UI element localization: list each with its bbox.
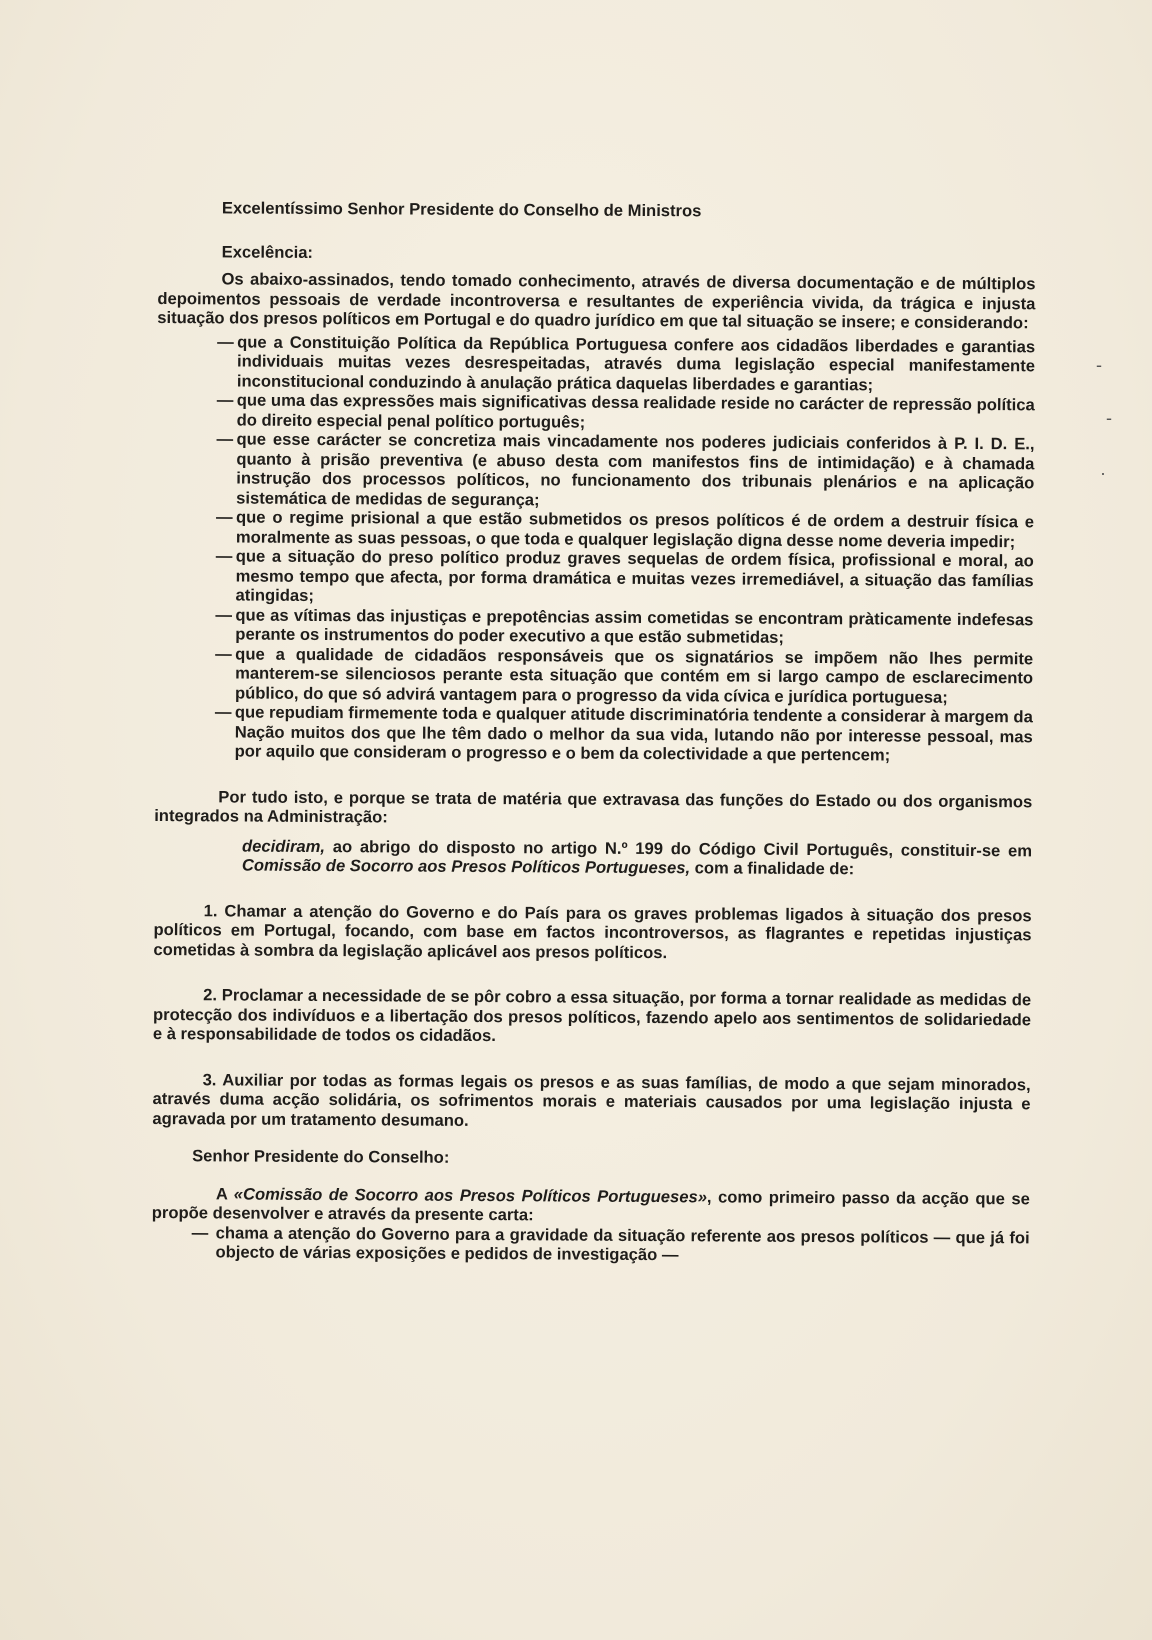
consideration-text: que repudiam firmemente toda e qualquer atitude discriminatória tendente a considerar à margem da Nação muitos dos que lhe têm dado o melhor da sua vida, lutando não por interesse pessoal, mas por aquilo que consideram o progresso e o bem da colectividade a que pertencem;	[234, 702, 1033, 765]
list-item	[155, 643, 1033, 707]
list-item	[156, 546, 1034, 610]
closing-paragraph	[152, 1183, 1030, 1227]
consideration-text: que a situação do preso político produz graves sequelas de ordem física, profissional e moral, ao mesmo tempo que afecta, por forma dramática e muitas vezes irremediável, a situação das famílias atingidas;	[235, 546, 1034, 605]
dash-bullet: —	[215, 604, 233, 624]
list-item	[155, 604, 1033, 648]
list-item	[152, 1222, 1030, 1266]
dash-bullet: —	[191, 1222, 209, 1242]
dash-bullet: —	[215, 507, 233, 527]
final-list	[152, 1222, 1030, 1266]
considerations-list	[155, 331, 1036, 765]
margin-mark: -	[1106, 408, 1112, 428]
aim-text: Proclamar a necessidade de se pôr cobro a essa situação, por forma a tornar realidade as medidas de protecção dos indivíduos e a libertação dos presos políticos, fazendo apelo aos sentimentos de solidariedade e à responsabilidade de todos os cidadãos.	[152, 985, 1032, 1046]
aim-item	[153, 900, 1031, 964]
consideration-text: que a Constituição Política da República Portuguesa confere aos cidadãos liberdades e garantias individuais muitas vezes desrespeitadas, através duma legislação especial manifestamente inconstitucional conduzindo à anulação prática daquelas liberdades e garantias;	[236, 331, 1036, 394]
intro-paragraph: Os abaixo-assinados, tendo tomado conhecimento, através de diversa documentação e de múltiplos depoimentos pessoais de verdade incontroversa e resultantes de experiência vivida, da trágica e injusta situação dos presos políticos em Portugal e do quadro jurídico em que tal situação se insere; e considerando:	[157, 269, 1036, 333]
commission-name-quoted: «Comissão de Socorro aos Presos Políticos Portugueses»	[233, 1183, 708, 1206]
dash-bullet: —	[215, 643, 232, 663]
consideration-text: que uma das expressões mais significativas dessa realidade reside no carácter de repressão política do direito especial penal político português;	[236, 390, 1035, 432]
aim-item	[153, 985, 1031, 1049]
list-item	[155, 702, 1033, 766]
closing-prefix: A	[215, 1183, 234, 1203]
consideration-text: que o regime prisional a que estão submetidos os presos políticos é de ordem a destruir física e moralmente as suas pessoas, o que toda e qualquer legislação digna desse nome deveria impedir;	[235, 507, 1035, 551]
letter-body	[152, 198, 1036, 1267]
salutation: Excelentíssimo Senhor Presidente do Conselho de Ministros	[221, 198, 702, 221]
dash-bullet: —	[215, 546, 233, 566]
aim-item	[152, 1069, 1030, 1133]
list-item	[156, 507, 1034, 551]
aim-text: Auxiliar por todas as formas legais os presos e as suas famílias, de modo a que sejam minorados, através duma acção solidária, os sofrimentos morais e materiais causados por uma legislação injusta e agravada por um tratamento desumano.	[152, 1069, 1031, 1130]
dash-bullet: —	[216, 390, 234, 410]
aim-number: 2.	[203, 985, 218, 1005]
list-item	[156, 429, 1034, 512]
commission-name: Comissão de Socorro aos Presos Políticos Portugueses,	[241, 855, 691, 878]
decision-paragraph	[154, 835, 1032, 879]
margin-mark: -	[1096, 355, 1102, 375]
dash-bullet: —	[214, 702, 232, 722]
list-item	[157, 331, 1035, 395]
closing-salutation: Senhor Presidente do Conselho:	[192, 1146, 450, 1167]
list-item	[157, 390, 1035, 434]
greeting: Excelência:	[221, 241, 314, 262]
decision-verb: decidiram,	[241, 836, 326, 856]
decision-text: com a finalidade de:	[690, 858, 855, 879]
dash-bullet: —	[217, 331, 234, 351]
therefore-paragraph: Por tudo isto, e porque se trata de matéria que extravasa das funções do Estado ou dos organismos integrados na Administração:	[154, 786, 1033, 827]
consideration-text: que a qualidade de cidadãos responsáveis que os signatários se impõem não lhes permite manterem-se silenciosos perante esta situação que contém em si largo campo de esclarecimento público, do que só advirá vantagem para o progresso da vida cívica e jurídica portuguesa;	[234, 643, 1034, 707]
decision-text: ao abrigo do disposto no artigo N.º 199 do Código Civil Português, constituir-se em	[325, 836, 1033, 860]
dash-bullet: —	[216, 429, 234, 449]
closing-text: , como primeiro passo da acção que se propõe desenvolver e através da presente carta:	[151, 1186, 1030, 1225]
final-item-text: chama a atenção do Governo para a gravidade da situação referente aos presos políticos — que já foi objecto de várias exposições e pedidos de investigação —	[215, 1222, 1030, 1265]
margin-mark: ·	[1100, 463, 1106, 483]
consideration-text: que as vítimas das injustiças e prepotências assim cometidas se encontram pràticamente indefesas perante os instrumentos do poder executivo a que estão submetidas;	[235, 604, 1034, 647]
consideration-text: que esse carácter se concretiza mais vincadamente nos poderes judiciais conferidos à P. I. D. E., quanto à prisão preventiva (e abuso desta com manifestos fins de intimidação) e à chamada instrução dos processos políticos, no funcionamento dos tribunais plenários e na aplicação sistemática de medidas de segurança;	[236, 429, 1035, 509]
aim-text: Chamar a atenção do Governo e do País para os graves problemas ligados à situação dos presos políticos em Portugal, focando, com base em factos incontroversos, as flagrantes e repetidas injustiças cometidas à sombra da legislação aplicável aos presos políticos.	[153, 900, 1032, 962]
aim-number: 1.	[203, 900, 218, 920]
aim-number: 3.	[202, 1069, 217, 1089]
